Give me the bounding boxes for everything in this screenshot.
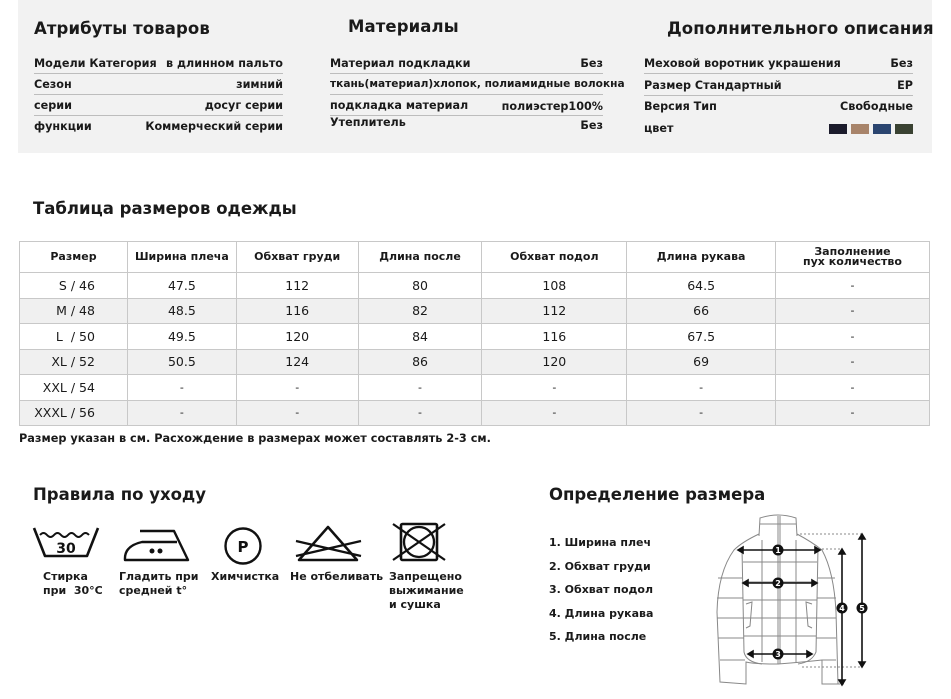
care-label-line: средней t° [119,584,188,597]
table-cell: 69 [627,349,776,375]
table-cell: - [776,298,930,324]
table-cell: 80 [358,273,482,299]
material-value: хлопок, полиамидные волокна [433,78,625,90]
materials-title: Материалы [348,17,459,36]
table-cell: 112 [236,273,358,299]
attribute-label: серии [34,98,72,112]
measure-item: 5. Длина после [549,630,647,643]
table-cell: 67.5 [627,324,776,350]
column-header: Длина рукава [627,242,776,273]
care-item-no-bleach [294,524,362,564]
care-label-dry-clean [211,570,279,584]
svg-text:4: 4 [839,604,845,613]
care-label-line: и сушка [389,598,441,611]
color-swatch-olive[interactable] [895,124,913,134]
extra-value: EP [897,78,913,92]
care-label-line: Запрещено [389,570,462,583]
table-cell: 120 [236,324,358,350]
extra-row [644,53,913,74]
svg-text:1: 1 [775,546,781,555]
table-cell: - [776,375,930,401]
color-swatches [829,124,913,134]
measure-item: 3. Обхват подол [549,583,654,596]
table-cell: - [236,375,358,401]
attribute-label: Модели Категория [34,56,157,70]
size-footnote: Размер указан в см. Расхождение в размерах может составлять 2-3 см. [19,432,491,445]
extra-row-color [644,118,913,139]
material-value: полиэстер100% [501,100,603,113]
table-cell: 47.5 [127,273,236,299]
no-tumble-dry-icon [390,520,448,564]
measure-list [549,536,653,654]
table-cell: 116 [236,298,358,324]
size-table [19,241,930,426]
extra-label: Меховой воротник украшения [644,56,841,70]
jacket-measurement-diagram [712,512,872,694]
extra-value: Свободные [840,100,913,113]
care-item-dry-clean [223,526,263,566]
material-row [330,53,603,74]
extra-label: цвет [644,122,674,135]
table-cell: - [127,375,236,401]
size-cell: XXL / 54 [20,375,128,401]
svg-text:2: 2 [775,579,781,588]
care-label-line: Не отбеливать [290,570,384,583]
attribute-row [34,74,283,95]
svg-text:3: 3 [775,650,781,659]
table-cell: 49.5 [127,324,236,350]
care-label-no-bleach [290,570,383,584]
care-label-iron [119,570,198,598]
care-label-wash [43,570,103,598]
color-swatch-navy[interactable] [829,124,847,134]
table-cell: - [358,400,482,426]
table-cell: 112 [482,298,627,324]
measure-item: 4. Длина рукава [549,606,654,620]
table-cell: 86 [358,349,482,375]
table-cell: - [627,375,776,401]
extra-value: Без [890,56,913,70]
column-header: Обхват груди [236,242,358,273]
table-cell: - [776,273,930,299]
attribute-row [34,53,283,74]
table-cell: 108 [482,273,627,299]
care-item-iron [122,528,190,562]
care-title: Правила по уходу [33,485,207,504]
care-item-no-dry [390,520,448,564]
table-cell: 48.5 [127,298,236,324]
material-row [330,116,603,137]
column-header: Обхват подол [482,242,627,273]
care-label-line: Химчистка [211,570,280,583]
extra-label: Размер Стандартный [644,78,782,92]
color-swatch-tan[interactable] [851,124,869,134]
extra-label: Версия Тип [644,100,717,113]
table-row [20,349,930,375]
attribute-value: досуг серии [204,98,283,112]
attribute-label: функции [34,120,92,133]
table-row [20,400,930,426]
svg-text:30: 30 [56,541,76,557]
extra-row [644,96,913,117]
column-header: Ширина плеча [127,242,236,273]
no-bleach-icon [294,524,362,564]
material-value: Без [580,56,603,70]
table-cell: 120 [482,349,627,375]
care-item-wash [32,522,100,562]
attribute-value: зимний [236,77,283,91]
table-cell: - [236,400,358,426]
wash-30-icon [32,522,100,562]
table-cell: - [776,349,930,375]
care-label-line: выжимание [389,584,464,597]
material-label: Материал подкладки [330,56,471,70]
table-cell: 66 [627,298,776,324]
table-cell: - [127,400,236,426]
table-cell: - [482,375,627,401]
attributes-title: Атрибуты товаров [34,19,210,38]
size-cell: M / 48 [20,298,128,324]
material-row [330,74,625,95]
table-cell: 84 [358,324,482,350]
size-cell: L / 50 [20,324,128,350]
care-label-line: Стирка [43,570,88,583]
table-cell: 82 [358,298,482,324]
measure-title: Определение размера [549,485,766,504]
svg-text:P: P [237,538,249,556]
column-header: Заполнение пух количество [776,242,930,273]
table-row [20,324,930,350]
size-cell: XXXL / 56 [20,400,128,426]
attribute-value: в длинном пальто [166,56,283,70]
svg-text:5: 5 [859,604,865,613]
extra-row [644,75,913,96]
table-row [20,298,930,324]
column-header: Длина после [358,242,482,273]
material-label: подкладка материал [330,98,469,112]
dry-clean-p-icon [223,526,263,566]
table-cell: 116 [482,324,627,350]
table-cell: - [482,400,627,426]
table-row [20,375,930,401]
size-cell: XL / 52 [20,349,128,375]
size-cell: S / 46 [20,273,128,299]
table-cell: - [627,400,776,426]
table-cell: - [776,324,930,350]
attributes-panel [18,0,932,153]
attribute-row [34,95,283,116]
measure-item: 1. Ширина плеч [549,536,652,549]
table-cell: 124 [236,349,358,375]
material-value: Без [580,119,603,132]
extra-title: Дополнительного описания [667,19,934,38]
table-cell: 50.5 [127,349,236,375]
color-swatch-blue[interactable] [873,124,891,134]
attribute-value: Коммерческий серии [145,120,283,133]
attribute-row [34,116,283,137]
table-cell: - [776,400,930,426]
material-label: ткань(материал) [330,78,434,90]
measure-item: 2. Обхват груди [549,559,651,573]
material-row [330,95,603,116]
care-label-line: при 30°C [43,584,103,597]
material-label: Утеплитель [330,116,406,129]
table-cell: - [358,375,482,401]
care-label-line: Гладить при [119,570,199,583]
size-table-header-row [20,242,930,273]
table-row [20,273,930,299]
attribute-label: Сезон [34,77,72,91]
table-cell: 64.5 [627,273,776,299]
care-label-no-dry [389,570,464,612]
iron-medium-icon [122,528,190,562]
size-table-title: Таблица размеров одежды [33,199,297,218]
column-header: Размер [20,242,128,273]
